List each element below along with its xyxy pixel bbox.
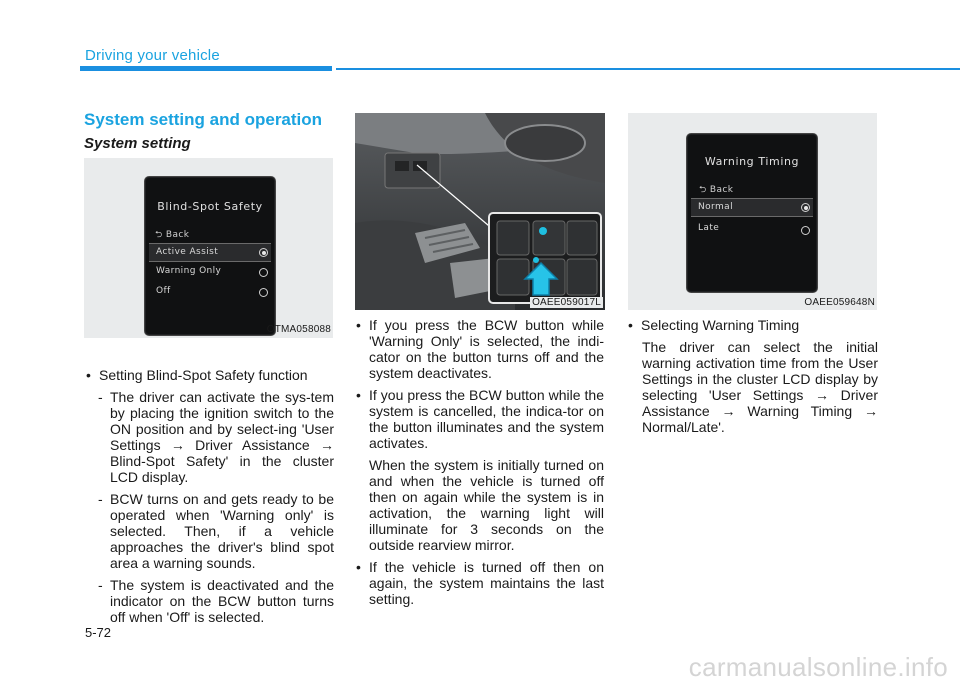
cluster-lcd-display [144, 176, 276, 336]
header-title: Driving your vehicle [85, 47, 220, 64]
lcd-option-label: Late [698, 223, 720, 233]
watermark: carmanualsonline.info [688, 652, 948, 682]
lcd-back-item: ⮌ Back [155, 230, 190, 240]
lcd-option-active-assist [149, 243, 271, 262]
bullet-item: • If the vehicle is turned off then on again, the system maintains the last setting. [356, 559, 604, 607]
figure-blind-spot-lcd [84, 158, 333, 338]
bullet-item: • If you press the BCW button while the system is cancelled, the indica-tor on the button illuminates and the system activates. [356, 387, 604, 451]
lcd-title: Warning Timing [704, 155, 800, 168]
figure-code: OAEE059648N [804, 297, 875, 308]
dash-item: - The system is deactivated and the indicator on the BCW button turns off when 'Off' is selected. [98, 577, 334, 625]
lcd-option-label: Off [156, 286, 171, 296]
radio-unselected-icon [259, 288, 268, 297]
lcd-option-label: Warning Only [156, 266, 222, 276]
dashboard-illustration [355, 113, 605, 310]
header-rule-thin [336, 68, 960, 70]
dash-item: - BCW turns on and gets ready to be operated when 'Warning only' is selected. Then, if a vehicle approaches the driver's blind spot area a warning sounds. [98, 491, 334, 571]
bullet-item: • If you press the BCW button while 'Warning Only' is selected, the indi-cator on the button turns off and the system deactivates. [356, 317, 604, 381]
lcd-option-late [691, 220, 813, 237]
subsection-title: System setting [84, 135, 191, 152]
figure-code: OTMA058088 [266, 324, 331, 335]
lcd-option-warning-only [149, 263, 271, 280]
column-3-text [628, 317, 878, 441]
section-title: System setting and operation [84, 110, 323, 129]
radio-unselected-icon [801, 226, 810, 235]
header-rule-thick [80, 66, 332, 71]
lcd-option-off [149, 283, 271, 300]
column-2-text [356, 317, 604, 613]
bullet-setting-bsa: • Setting Blind-Spot Safety function [86, 367, 334, 383]
lcd-option-normal [691, 198, 813, 217]
figure-code: OAEE059017L [532, 297, 601, 308]
page-number: 5-72 [85, 625, 112, 640]
paragraph: The driver can select the initial warning activation time from the User Settings in the cluster LCD display by selecting 'User Settings → Driver Assistance → Warning Timing → Normal/Late'. [642, 339, 878, 435]
radio-unselected-icon [259, 268, 268, 277]
figure-warning-timing-lcd [628, 113, 877, 310]
lcd-title: Blind-Spot Safety [157, 200, 263, 213]
lcd-option-label: Normal [698, 202, 733, 212]
cluster-lcd-display [686, 133, 818, 293]
bullet-warning-timing: • Selecting Warning Timing [628, 317, 878, 333]
paragraph: When the system is initially turned on and when the vehicle is turned off then on again while the system is in activation, the warning light will illuminate for 3 seconds on the outside rearview mirror. [369, 457, 604, 553]
dash-item: - The driver can activate the sys-tem by placing the ignition switch to the ON position and by select-ing 'User Settings → Driver Assistance → Blind-Spot Safety' in the cluster LCD display. [98, 389, 334, 485]
column-1-text [86, 367, 334, 631]
radio-selected-icon [259, 248, 268, 257]
lcd-back-item: ⮌ Back [699, 185, 734, 195]
lcd-option-label: Active Assist [156, 247, 219, 257]
figure-bcw-button [355, 113, 605, 310]
radio-selected-icon [801, 203, 810, 212]
